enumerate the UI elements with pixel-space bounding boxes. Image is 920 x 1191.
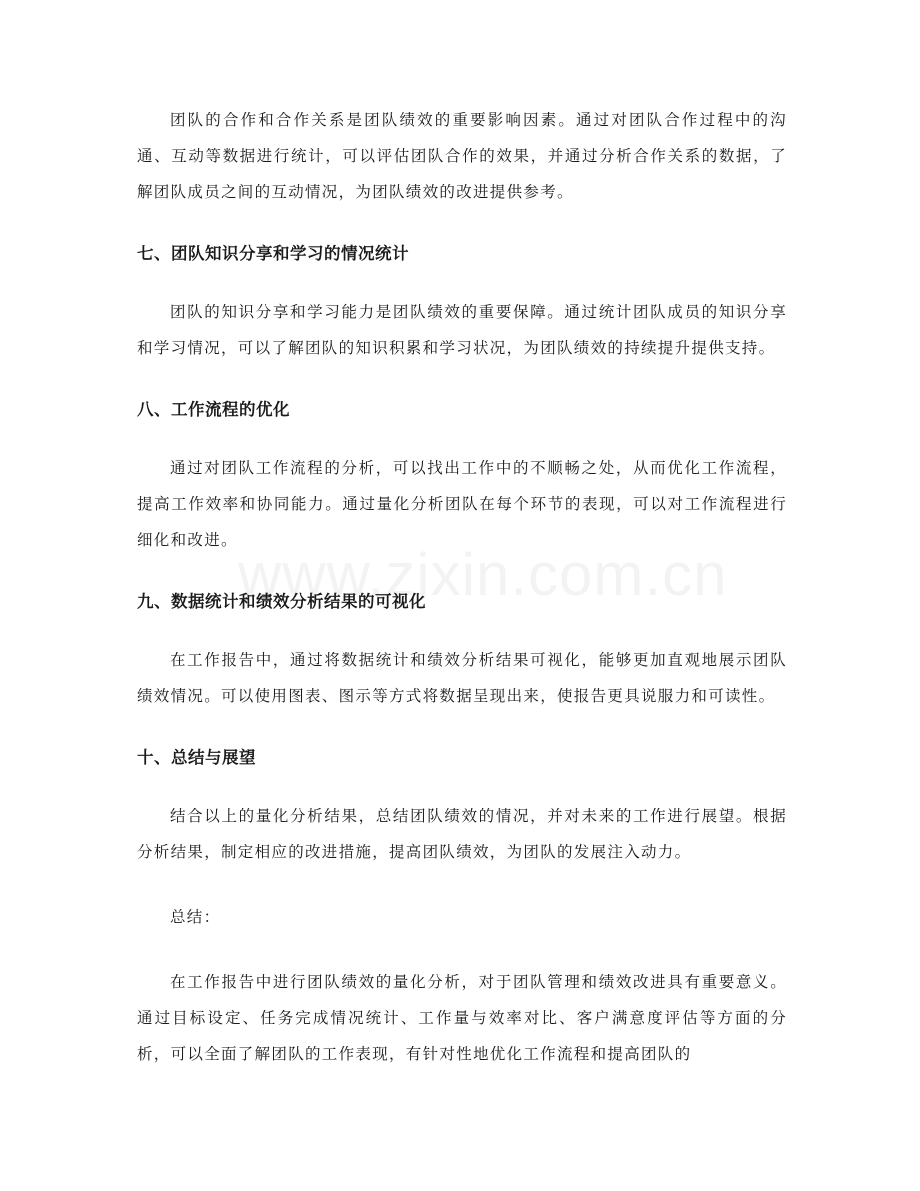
heading-section-9: 九、数据统计和绩效分析结果的可视化	[137, 592, 426, 611]
paragraph-outlook: 结合以上的量化分析结果，总结团队绩效的情况，并对未来的工作进行展望。根据分析结果，制定相应的改进措施，提高团队绩效，为团队的发展注入动力。	[137, 807, 787, 861]
paragraph-visualization: 在工作报告中，通过将数据统计和绩效分析结果可视化，能够更加直观地展示团队绩效情况。可以使用图表、图示等方式将数据呈现出来，使报告更具说服力和可读性。	[137, 651, 787, 705]
heading-section-10: 十、总结与展望	[137, 748, 256, 767]
paragraph-summary-body: 在工作报告中进行团队绩效的量化分析，对于团队管理和绩效改进具有重要意义。通过目标设定、任务完成情况统计、工作量与效率对比、客户满意度评估等方面的分析，可以全面了解团队的工作表现，有针对性地优化工作流程和提高团队的	[137, 973, 787, 1063]
watermark	[238, 540, 698, 610]
heading-section-7: 七、团队知识分享和学习的情况统计	[137, 244, 409, 263]
paragraph-summary-label: 总结：	[170, 908, 221, 926]
heading-section-8: 八、工作流程的优化	[137, 400, 290, 419]
paragraph-workflow-optimization: 通过对团队工作流程的分析，可以找出工作中的不顺畅之处，从而优化工作流程，提高工作效率和协同能力。通过量化分析团队在每个环节的表现，可以对工作流程进行细化和改进。	[137, 459, 787, 549]
paragraph-teamwork: 团队的合作和合作关系是团队绩效的重要影响因素。通过对团队合作过程中的沟通、互动等数据进行统计，可以评估团队合作的效果，并通过分析合作关系的数据，了解团队成员之间的互动情况，为团队绩效的改进提供参考。	[137, 111, 787, 201]
paragraph-knowledge-sharing: 团队的知识分享和学习能力是团队绩效的重要保障。通过统计团队成员的知识分享和学习情况，可以了解团队的知识积累和学习状况，为团队绩效的持续提升提供支持。	[137, 303, 787, 357]
